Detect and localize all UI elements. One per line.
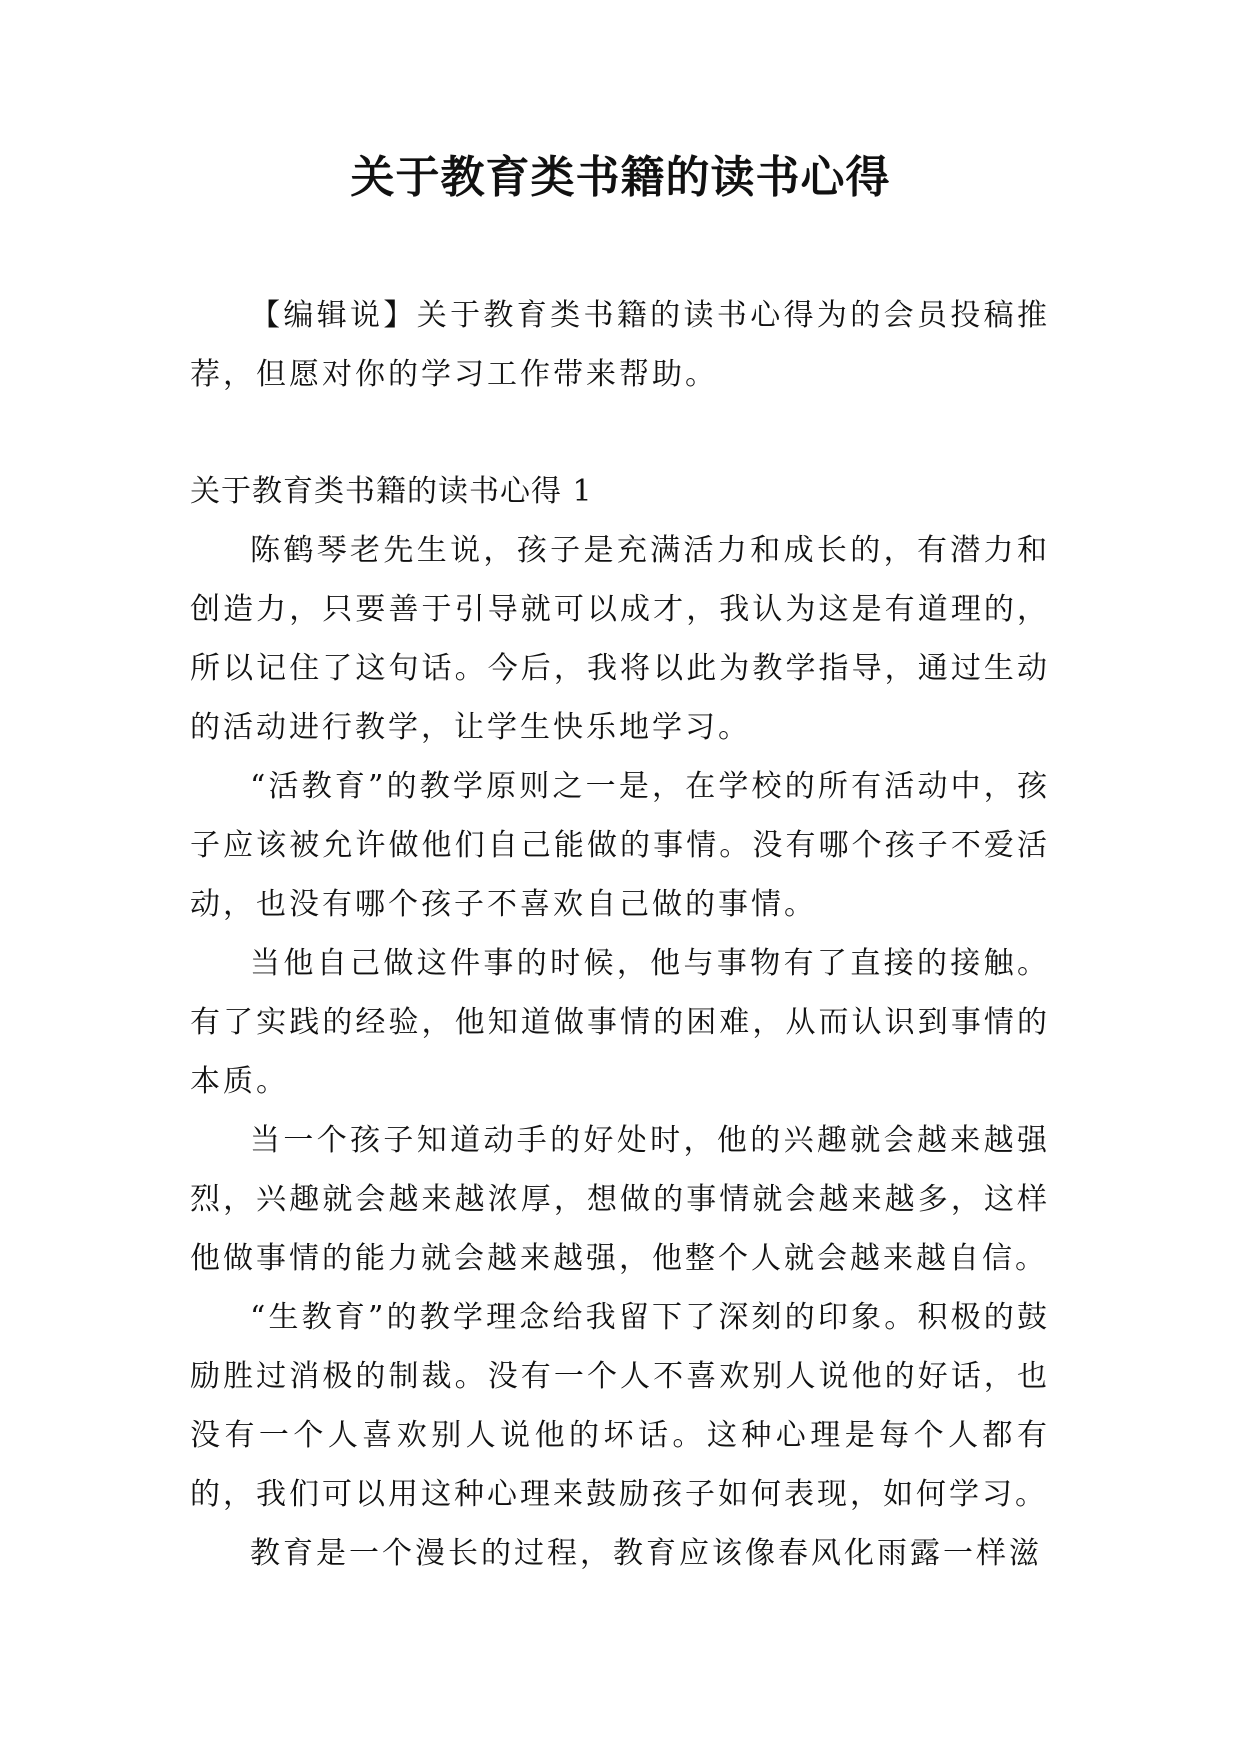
paragraph: 教育是一个漫长的过程，教育应该像春风化雨露一样滋 bbox=[250, 1536, 1042, 1571]
editor-note-text: 【编辑说】关于教育类书籍的读书心得为的会员投稿推荐，但愿对你的学习工作带来帮助。 bbox=[190, 298, 1050, 392]
document-title: 关于教育类书籍的读书心得 bbox=[350, 152, 891, 203]
editor-note bbox=[190, 286, 1050, 404]
paragraph: “生教育”的教学理念给我留下了深刻的印象。积极的鼓励胜过消极的制裁。没有一个人不喜欢别人说他的好话，也没有一个人喜欢别人说他的坏话。这种心理是每个人都有的，我们可以用这种心理来鼓励孩子如何表现，如何学习。 bbox=[190, 1300, 1050, 1512]
paragraph: “活教育”的教学原则之一是，在学校的所有活动中，孩子应该被允许做他们自己能做的事情。没有哪个孩子不爱活动，也没有哪个孩子不喜欢自己做的事情。 bbox=[190, 769, 1050, 922]
paragraph: 陈鹤琴老先生说，孩子是充满活力和成长的，有潜力和创造力，只要善于引导就可以成才，我认为这是有道理的，所以记住了这句话。今后，我将以此为教学指导，通过生动的活动进行教学，让学生快乐地学习。 bbox=[190, 533, 1050, 745]
paragraph: 当他自己做这件事的时候，他与事物有了直接的接触。有了实践的经验，他知道做事情的困难，从而认识到事情的本质。 bbox=[190, 946, 1050, 1099]
section-heading: 关于教育类书籍的读书心得 1 bbox=[190, 474, 593, 509]
paragraph: 当一个孩子知道动手的好处时，他的兴趣就会越来越强烈，兴趣就会越来越浓厚，想做的事情就会越来越多，这样他做事情的能力就会越来越强，他整个人就会越来越自信。 bbox=[190, 1123, 1050, 1276]
essay-body bbox=[190, 521, 1050, 1583]
